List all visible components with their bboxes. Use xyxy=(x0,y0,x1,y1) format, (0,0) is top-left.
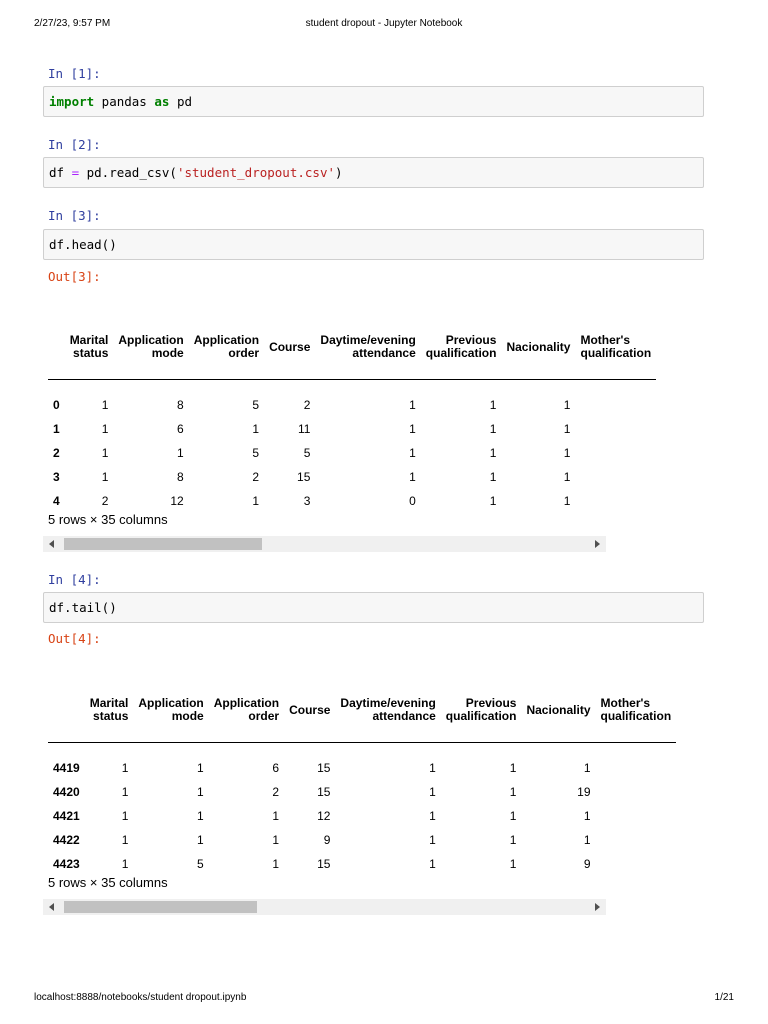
as-keyword: as xyxy=(154,94,170,109)
table-cell: 15 xyxy=(297,470,311,484)
table-cell: 1 xyxy=(563,470,571,484)
table-cell: 1 xyxy=(252,422,260,436)
pd-token: pd xyxy=(169,94,193,109)
cell-2-prompt: In [2]: xyxy=(48,137,101,152)
col-header: Marital status xyxy=(85,679,134,742)
table-cell: 1 xyxy=(197,809,204,823)
table-cell: 1 xyxy=(429,761,436,775)
table-cell: 9 xyxy=(583,857,591,871)
table-cell: 1 xyxy=(429,809,436,823)
print-footer xyxy=(34,992,734,1006)
table-cell xyxy=(575,441,656,465)
table-cell: 1 xyxy=(429,785,436,799)
close-paren: ) xyxy=(335,165,343,180)
table-cell: 1 xyxy=(563,422,571,436)
df-token: df xyxy=(49,165,72,180)
pandas-token: pandas xyxy=(94,94,155,109)
table-row xyxy=(48,780,676,804)
table-row xyxy=(48,852,676,876)
equals-operator: = xyxy=(71,165,80,180)
head-summary: 5 rows × 35 columns xyxy=(48,512,168,527)
cell-2-input[interactable] xyxy=(43,157,704,188)
table-cell: 5 xyxy=(197,857,204,871)
row-index: 1 xyxy=(53,421,60,436)
row-index: 4 xyxy=(53,493,60,508)
table-cell xyxy=(596,852,677,876)
col-header: Mother's qualification xyxy=(575,316,656,379)
table-cell: 1 xyxy=(509,857,517,871)
cell-4-code: df.tail() xyxy=(49,600,117,615)
scroll-right-icon[interactable] xyxy=(595,540,600,548)
table-row xyxy=(48,465,656,489)
cell-1-input[interactable] xyxy=(43,86,704,117)
table-cell: 1 xyxy=(197,833,204,847)
table-cell xyxy=(596,828,677,852)
table-cell xyxy=(575,489,656,513)
table-cell: 2 xyxy=(101,494,109,508)
table-cell: 1 xyxy=(197,785,204,799)
table-cell: 1 xyxy=(429,833,436,847)
col-header: Nacionality xyxy=(521,679,595,742)
tail-table xyxy=(48,679,676,876)
table-cell: 1 xyxy=(101,422,109,436)
table-cell: 8 xyxy=(177,398,184,412)
table-row xyxy=(48,489,656,513)
table-cell: 1 xyxy=(101,446,109,460)
print-header xyxy=(34,18,734,32)
table-cell: 1 xyxy=(509,809,517,823)
col-header: Previous qualification xyxy=(441,679,522,742)
cell-3-input[interactable] xyxy=(43,229,704,260)
spacer-row xyxy=(48,379,656,393)
table-cell: 11 xyxy=(297,422,311,436)
table-cell: 1 xyxy=(101,470,109,484)
col-header: Application order xyxy=(209,679,284,742)
table-cell: 5 xyxy=(252,446,260,460)
read-csv-call: pd.read_csv( xyxy=(79,165,177,180)
table-row xyxy=(48,441,656,465)
col-header: Marital status xyxy=(65,316,114,379)
col-header: Application mode xyxy=(113,316,188,379)
table-cell: 5 xyxy=(303,446,311,460)
tail-dataframe xyxy=(48,679,672,871)
table-cell: 1 xyxy=(409,422,416,436)
head-horizontal-scrollbar[interactable] xyxy=(43,536,606,552)
head-dataframe xyxy=(48,316,652,508)
table-cell: 1 xyxy=(272,809,280,823)
table-cell: 1 xyxy=(272,833,280,847)
table-row xyxy=(48,417,656,441)
index-header xyxy=(48,316,65,379)
table-row xyxy=(48,828,676,852)
table-cell: 19 xyxy=(577,785,591,799)
row-index: 3 xyxy=(53,469,60,484)
table-cell: 1 xyxy=(197,761,204,775)
csv-filename-string: 'student_dropout.csv' xyxy=(176,165,335,180)
table-cell: 9 xyxy=(323,833,331,847)
tail-summary: 5 rows × 35 columns xyxy=(48,875,168,890)
table-cell: 1 xyxy=(583,809,591,823)
table-cell: 1 xyxy=(489,398,497,412)
cell-3-out-prompt: Out[3]: xyxy=(48,269,101,284)
table-cell: 1 xyxy=(409,398,416,412)
table-cell: 1 xyxy=(177,446,184,460)
table-cell: 1 xyxy=(121,809,129,823)
table-cell: 15 xyxy=(317,785,331,799)
table-row xyxy=(48,804,676,828)
col-header: Daytime/evening attendance xyxy=(315,316,420,379)
tail-horizontal-scrollbar[interactable] xyxy=(43,899,606,915)
table-cell: 8 xyxy=(177,470,184,484)
cell-2-code xyxy=(49,165,343,180)
row-index: 4423 xyxy=(53,856,80,871)
table-cell: 1 xyxy=(121,833,129,847)
table-cell: 12 xyxy=(170,494,184,508)
print-url: localhost:8888/notebooks/student dropout.ipynb xyxy=(34,992,247,1003)
table-cell: 1 xyxy=(409,470,416,484)
row-index: 0 xyxy=(53,397,60,412)
cell-4-prompt: In [4]: xyxy=(48,572,101,587)
table-cell xyxy=(596,780,677,804)
table-cell xyxy=(575,465,656,489)
table-cell: 1 xyxy=(121,785,129,799)
import-keyword: import xyxy=(49,94,95,109)
table-cell xyxy=(575,393,656,417)
table-cell: 1 xyxy=(489,446,497,460)
row-index: 4419 xyxy=(53,760,80,775)
scroll-left-icon[interactable] xyxy=(49,903,54,911)
row-index: 4422 xyxy=(53,832,80,847)
cell-1-prompt: In [1]: xyxy=(48,66,101,81)
table-cell: 12 xyxy=(317,809,331,823)
spacer-row xyxy=(48,742,676,756)
table-cell: 15 xyxy=(317,761,331,775)
table-cell: 1 xyxy=(583,833,591,847)
table-cell: 1 xyxy=(583,761,591,775)
col-header: Previous qualification xyxy=(421,316,502,379)
tail-header-row xyxy=(48,679,676,742)
page-number: 1/21 xyxy=(714,992,734,1003)
table-row xyxy=(48,393,656,417)
col-header: Nacionality xyxy=(501,316,575,379)
row-index: 4421 xyxy=(53,808,80,823)
table-cell: 1 xyxy=(489,470,497,484)
table-cell: 1 xyxy=(272,857,280,871)
col-header: Application mode xyxy=(133,679,208,742)
table-cell xyxy=(596,756,677,780)
table-cell: 1 xyxy=(252,494,260,508)
table-cell: 5 xyxy=(252,398,260,412)
table-cell: 6 xyxy=(177,422,184,436)
cell-4-input[interactable] xyxy=(43,592,704,623)
cell-4-out-prompt: Out[4]: xyxy=(48,631,101,646)
table-cell: 1 xyxy=(409,446,416,460)
cell-3-prompt: In [3]: xyxy=(48,208,101,223)
row-index: 2 xyxy=(53,445,60,460)
cell-1-code xyxy=(49,94,192,109)
scroll-right-icon[interactable] xyxy=(595,903,600,911)
scrollbar-thumb[interactable] xyxy=(64,901,257,913)
table-cell: 1 xyxy=(509,761,517,775)
table-cell: 3 xyxy=(303,494,311,508)
scrollbar-thumb[interactable] xyxy=(64,538,262,550)
index-header xyxy=(48,679,85,742)
table-cell: 2 xyxy=(303,398,311,412)
table-cell: 1 xyxy=(121,761,129,775)
table-cell: 1 xyxy=(563,446,571,460)
cell-3-code: df.head() xyxy=(49,237,117,252)
col-header: Daytime/evening attendance xyxy=(335,679,440,742)
table-cell: 2 xyxy=(272,785,280,799)
col-header: Course xyxy=(284,679,335,742)
table-row xyxy=(48,756,676,780)
table-cell: 1 xyxy=(563,398,571,412)
table-cell: 1 xyxy=(429,857,436,871)
table-cell: 1 xyxy=(509,833,517,847)
table-cell: 6 xyxy=(272,761,280,775)
col-header: Mother's qualification xyxy=(596,679,677,742)
row-index: 4420 xyxy=(53,784,80,799)
col-header: Application order xyxy=(189,316,264,379)
scroll-left-icon[interactable] xyxy=(49,540,54,548)
table-cell: 1 xyxy=(509,785,517,799)
table-cell xyxy=(596,804,677,828)
table-cell: 2 xyxy=(252,470,260,484)
head-header-row xyxy=(48,316,656,379)
print-datetime: 2/27/23, 9:57 PM xyxy=(34,18,111,29)
table-cell: 1 xyxy=(489,494,497,508)
print-title: student dropout - Jupyter Notebook xyxy=(305,18,463,29)
col-header: Course xyxy=(264,316,315,379)
head-table xyxy=(48,316,656,513)
table-cell xyxy=(575,417,656,441)
table-cell: 1 xyxy=(101,398,109,412)
table-cell: 1 xyxy=(563,494,571,508)
table-cell: 15 xyxy=(317,857,331,871)
table-cell: 0 xyxy=(409,494,416,508)
table-cell: 1 xyxy=(121,857,129,871)
table-cell: 1 xyxy=(489,422,497,436)
